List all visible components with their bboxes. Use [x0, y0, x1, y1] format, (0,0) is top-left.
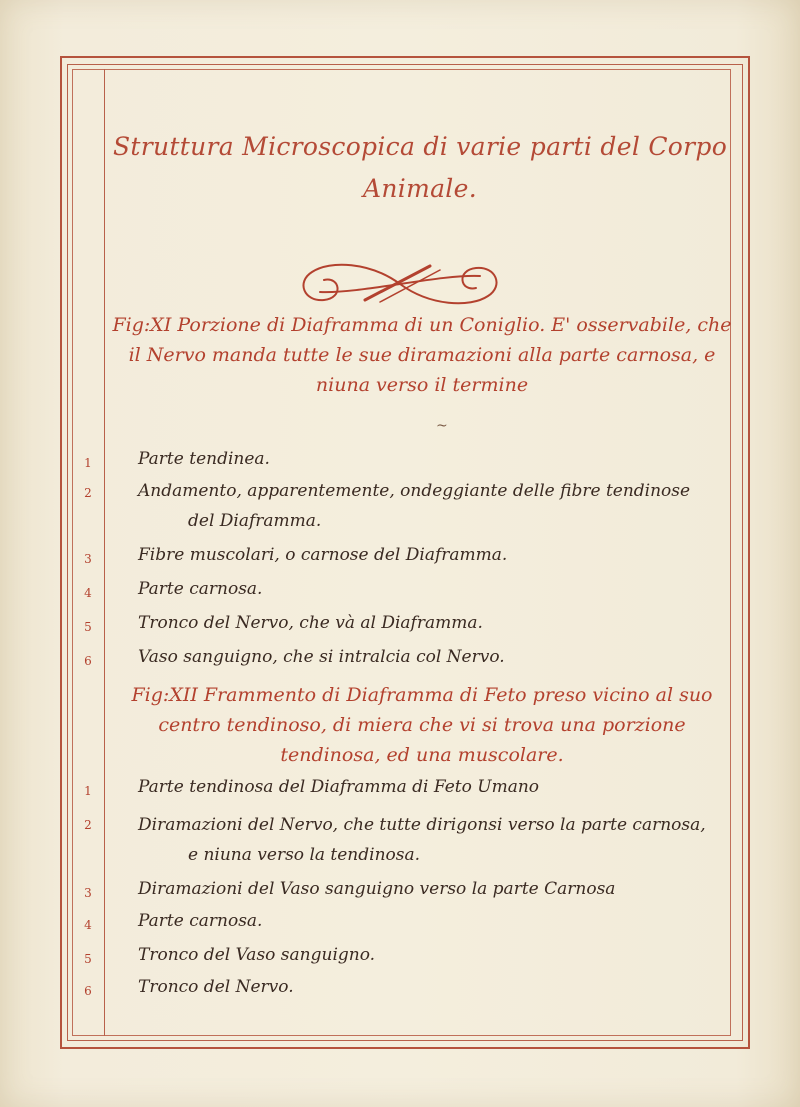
item-text: Parte carnosa.	[138, 911, 263, 931]
item-text: Parte tendinosa del Diaframma di Feto Umano	[138, 777, 540, 797]
left-margin-rule	[104, 69, 105, 1036]
separator-mark: ~	[436, 418, 448, 434]
calligraphic-flourish-ornament	[290, 254, 510, 314]
item-text: Vaso sanguigno, che si intralcia col Nervo.	[138, 647, 505, 667]
list-item	[138, 972, 728, 1002]
item-number: 1	[84, 784, 92, 798]
item-text: Andamento, apparentemente, ondeggiante delle fibre tendinose	[138, 481, 691, 501]
list-item	[138, 810, 728, 870]
list-item	[138, 476, 728, 536]
figure-xi-caption: Fig:XI Porzione di Diaframma di un Coniglio. E' osservabile, che il Nervo manda tutte le sue diramazioni alla parte carnosa, e niuna verso il termine	[112, 314, 732, 396]
list-item	[138, 642, 728, 672]
page-title: Struttura Microscopica di varie parti del Corpo Animale.	[112, 132, 728, 203]
item-number: 6	[84, 654, 92, 668]
item-text: Parte carnosa.	[138, 579, 263, 599]
item-number: 5	[84, 952, 92, 966]
list-item	[138, 540, 728, 570]
list-item	[138, 874, 728, 904]
item-text: Diramazioni del Vaso sanguigno verso la parte Carnosa	[138, 879, 616, 899]
item-text-continuation: e niuna verso la tendinosa.	[188, 845, 421, 865]
list-item	[138, 940, 728, 970]
figure-xii-caption: Fig:XII Frammento di Diaframma di Feto preso vicino al suo centro tendinoso, di miera che vi si trova una porzione tendinosa, ed una muscolare.	[131, 684, 713, 766]
item-text-continuation: del Diaframma.	[188, 511, 322, 531]
list-item	[138, 574, 728, 604]
item-text: Tronco del Nervo.	[138, 977, 294, 997]
item-text: Parte tendinea.	[138, 449, 270, 469]
list-item	[138, 444, 728, 474]
item-number: 4	[84, 586, 92, 600]
item-text: Tronco del Nervo, che và al Diaframma.	[138, 613, 483, 633]
item-number: 3	[84, 552, 92, 566]
item-text: Tronco del Vaso sanguigno.	[138, 945, 376, 965]
item-number: 5	[84, 620, 92, 634]
item-number: 3	[84, 886, 92, 900]
item-number: 2	[84, 818, 92, 832]
list-item	[138, 906, 728, 936]
item-number: 1	[84, 456, 92, 470]
item-text: Fibre muscolari, o carnose del Diaframma.	[138, 545, 508, 565]
item-text: Diramazioni del Nervo, che tutte dirigonsi verso la parte carnosa,	[138, 815, 706, 835]
list-item	[138, 772, 728, 802]
item-number: 6	[84, 984, 92, 998]
item-number: 2	[84, 486, 92, 500]
list-item	[138, 608, 728, 638]
item-number: 4	[84, 918, 92, 932]
